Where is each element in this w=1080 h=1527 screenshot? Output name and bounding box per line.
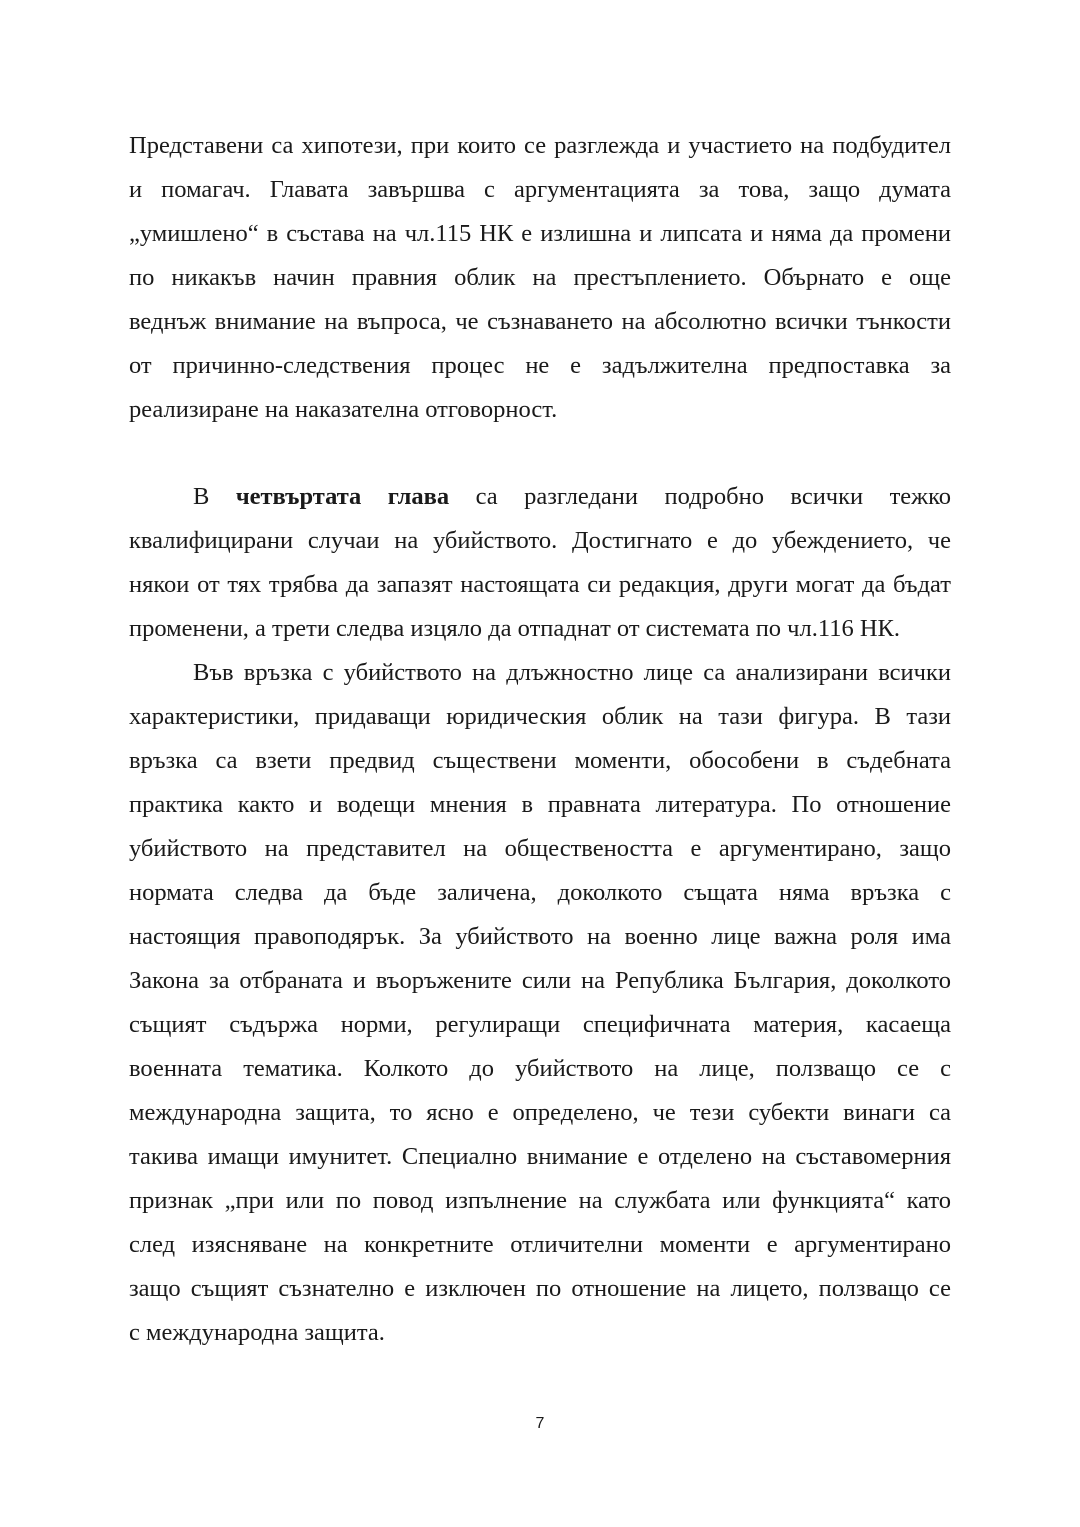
- text-line: Закона за отбраната и въоръжените сили на Република България, доколкото: [129, 967, 951, 994]
- text-line: настоящия правоподярък. За убийството на военно лице важна роля има: [129, 923, 951, 950]
- text-line: убийството на представител на обществеността е аргументирано, защо: [129, 835, 951, 862]
- page-number: 7: [535, 1415, 545, 1432]
- text-line: същият съдържа норми, регулиращи специфичната материя, касаеща: [129, 1011, 951, 1038]
- text-line: Представени са хипотези, при които се разглежда и участието на подбудител: [129, 132, 951, 159]
- text-line: веднъж внимание на въпроса, че съзнаването на абсолютно всички тънкости: [129, 308, 951, 335]
- text-line: нормата следва да бъде заличена, доколкото същата няма връзка с: [129, 879, 951, 906]
- text-line: променени, а трети следва изцяло да отпаднат от системата по чл.116 НК.: [129, 615, 900, 642]
- chapter-heading-bold: четвъртата глава: [235, 483, 450, 510]
- text-line: реализиране на наказателна отговорност.: [129, 396, 558, 423]
- line-text: са разгледани подробно всички тежко: [475, 483, 952, 510]
- text-line: връзка са взети предвид съществени моменти, обособени в съдебната: [129, 747, 951, 774]
- text-line: [193, 482, 951, 526]
- text-line: практика както и водещи мнения в правната литература. По отношение: [129, 791, 951, 818]
- text-line: характеристики, придаващи юридическия облик на тази фигура. В тази: [129, 703, 951, 730]
- text-line: някои от тях трябва да запазят настоящата си редакция, други могат да бъдат: [129, 571, 951, 598]
- text-line: военната тематика. Колкото до убийството на лице, ползващо се с: [129, 1055, 951, 1082]
- text-line: след изясняване на конкретните отличителни моменти е аргументирано: [129, 1231, 951, 1258]
- text-line: от причинно-следствения процес не е задължителна предпоставка за: [129, 352, 951, 379]
- text-line: такива имащи имунитет. Специално внимание е отделено на съставомерния: [129, 1143, 951, 1170]
- text-line: с международна защита.: [129, 1319, 385, 1346]
- lead-word: В: [193, 483, 210, 510]
- text-line: по никакъв начин правния облик на престъплението. Обърнато е още: [129, 264, 951, 291]
- text-line: Във връзка с убийството на длъжностно лице са анализирани всички: [193, 659, 951, 686]
- text-line: признак „при или по повод изпълнение на службата или функцията“ като: [129, 1187, 951, 1214]
- text-line: квалифицирани случаи на убийството. Достигнато е до убеждението, че: [129, 527, 951, 554]
- text-line: защо същият съзнателно е изключен по отношение на лицето, ползващо се: [129, 1275, 951, 1302]
- text-line: и помагач. Главата завършва с аргументацията за това, защо думата: [129, 176, 951, 203]
- text-line: международна защита, то ясно е определено, че тези субекти винаги са: [129, 1099, 951, 1126]
- text-line: „умишлено“ в състава на чл.115 НК е излишна и липсата и няма да промени: [129, 220, 951, 247]
